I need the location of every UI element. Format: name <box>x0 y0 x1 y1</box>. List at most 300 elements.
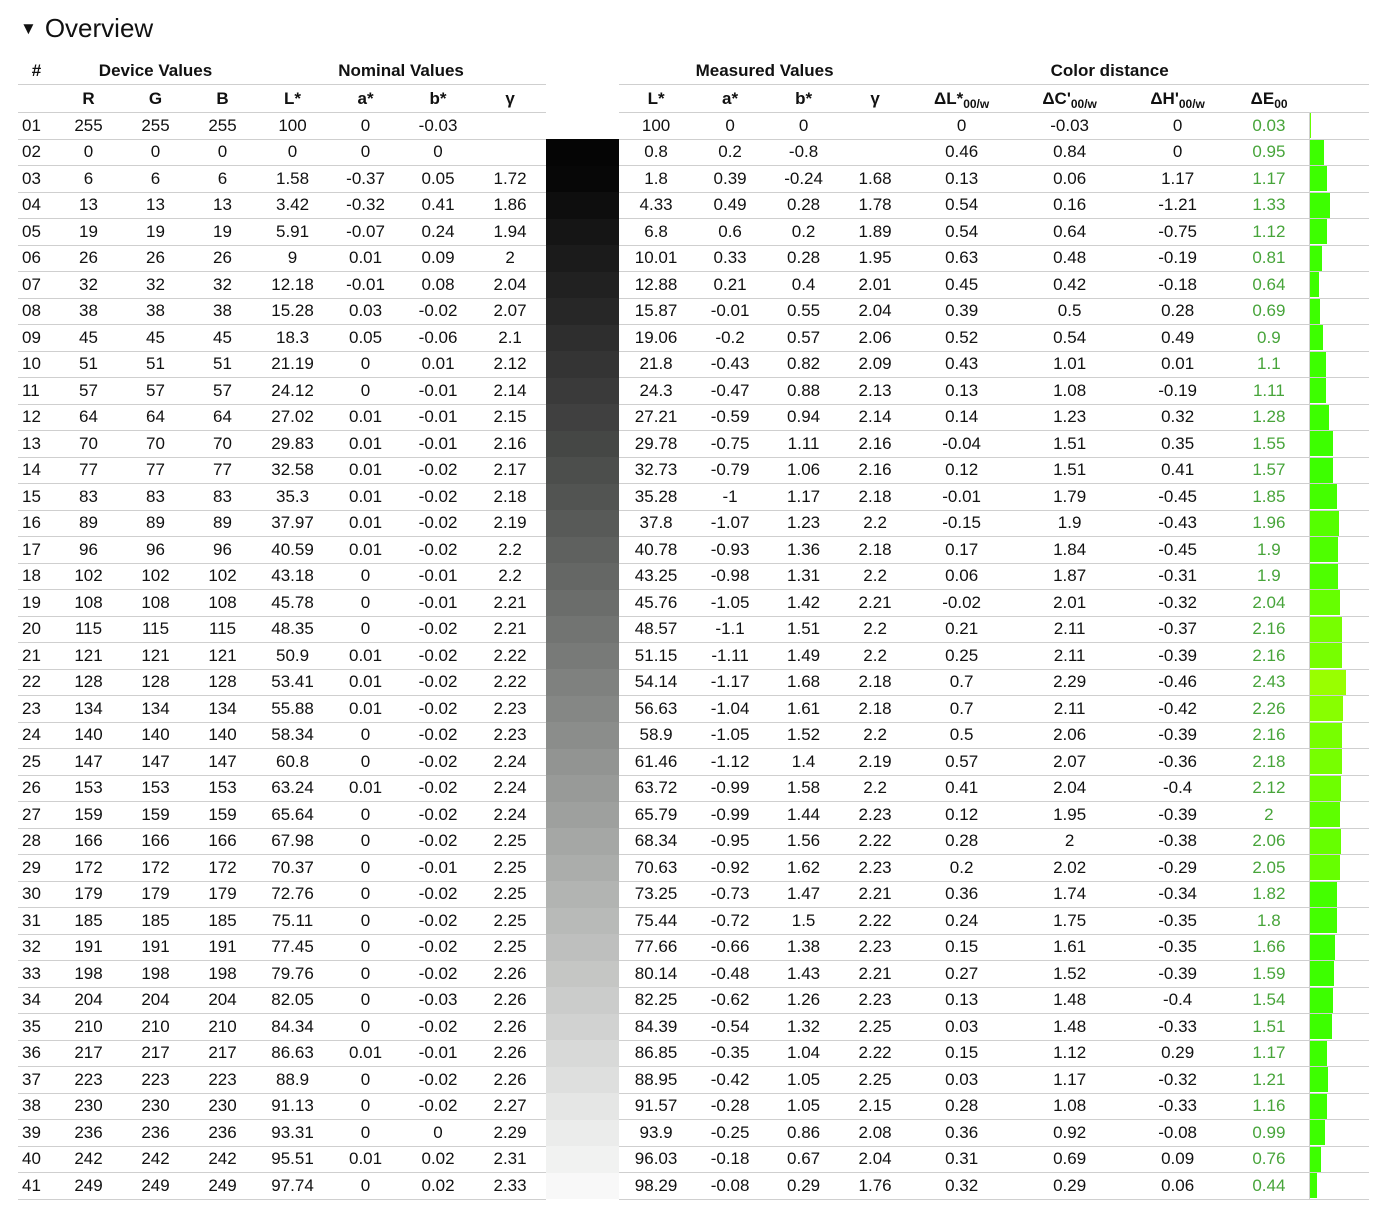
delta-e: 2.26 <box>1229 696 1309 723</box>
section-title: Overview <box>44 12 154 43</box>
device-b: 134 <box>189 696 256 723</box>
nominal-b: -0.01 <box>402 378 474 405</box>
delta-e: 1.51 <box>1229 1014 1309 1041</box>
delta-e: 1.55 <box>1229 431 1309 458</box>
device-r: 159 <box>55 802 122 829</box>
nominal-b: 0.09 <box>402 245 474 272</box>
delta-h: -0.39 <box>1126 722 1229 749</box>
measured-l: 80.14 <box>619 961 693 988</box>
delta-h: -0.08 <box>1126 1120 1229 1147</box>
nominal-values-header: Nominal Values <box>338 60 464 80</box>
delta-e-bar <box>1310 484 1337 509</box>
device-g: 230 <box>122 1093 189 1120</box>
device-r: 57 <box>55 378 122 405</box>
delta-e: 0.44 <box>1229 1173 1309 1200</box>
delta-e-bar <box>1310 378 1326 403</box>
table-row <box>18 219 1369 246</box>
table-row <box>18 828 1369 855</box>
measured-l: 12.88 <box>619 272 693 299</box>
measured-gamma: 2.18 <box>840 537 910 564</box>
delta-c: 1.23 <box>1013 404 1126 431</box>
table-row <box>18 881 1369 908</box>
nominal-l: 86.63 <box>256 1040 329 1067</box>
delta-e-bar <box>1310 882 1337 907</box>
delta-e-bar-cell <box>1309 1014 1369 1041</box>
delta-h: 0.49 <box>1126 325 1229 352</box>
nominal-b: -0.06 <box>402 325 474 352</box>
delta-c: 1.08 <box>1013 1093 1126 1120</box>
device-r: 19 <box>55 219 122 246</box>
col-header-delta-h: $\Delta H'_{00/w}$ <box>1126 85 1229 113</box>
nominal-l: 82.05 <box>256 987 329 1014</box>
measured-l: 0.8 <box>619 139 693 166</box>
nominal-a: 0 <box>329 1120 402 1147</box>
nominal-a: -0.07 <box>329 219 402 246</box>
measured-b: 1.56 <box>767 828 840 855</box>
device-g: 191 <box>122 934 189 961</box>
delta-c: 2 <box>1013 828 1126 855</box>
overview-section-toggle[interactable] <box>20 10 153 46</box>
nominal-gamma: 2.17 <box>474 457 546 484</box>
measured-b: 1.61 <box>767 696 840 723</box>
row-id: 18 <box>18 563 55 590</box>
measured-b: 0.67 <box>767 1146 840 1173</box>
nominal-b: -0.02 <box>402 1014 474 1041</box>
delta-e: 1.9 <box>1229 537 1309 564</box>
delta-e: 2.16 <box>1229 616 1309 643</box>
color-distance-header: Color distance <box>1050 60 1169 80</box>
device-g: 134 <box>122 696 189 723</box>
delta-c: 1.17 <box>1013 1067 1126 1094</box>
table-row <box>18 1040 1369 1067</box>
measured-a: 0.6 <box>693 219 767 246</box>
table-row <box>18 1014 1369 1041</box>
device-b: 77 <box>189 457 256 484</box>
device-g: 217 <box>122 1040 189 1067</box>
measured-l: 29.78 <box>619 431 693 458</box>
device-r: 45 <box>55 325 122 352</box>
nominal-gamma: 2.12 <box>474 351 546 378</box>
nominal-l: 18.3 <box>256 325 329 352</box>
delta-e: 2.12 <box>1229 775 1309 802</box>
delta-e-bar-cell <box>1309 616 1369 643</box>
measured-a: -0.25 <box>693 1120 767 1147</box>
nominal-gamma: 2.26 <box>474 1014 546 1041</box>
device-g: 19 <box>122 219 189 246</box>
measured-a: -1.11 <box>693 643 767 670</box>
delta-e-bar-cell <box>1309 192 1369 219</box>
swatch-header-spacer <box>546 57 619 85</box>
delta-e-bar <box>1310 246 1322 271</box>
delta-h: 0.32 <box>1126 404 1229 431</box>
nominal-gamma: 2.25 <box>474 828 546 855</box>
device-g: 204 <box>122 987 189 1014</box>
delta-e: 1.33 <box>1229 192 1309 219</box>
gray-swatch <box>546 113 619 140</box>
device-b: 115 <box>189 616 256 643</box>
nominal-l: 37.97 <box>256 510 329 537</box>
nominal-b: 0.24 <box>402 219 474 246</box>
measured-l: 82.25 <box>619 987 693 1014</box>
delta-e-bar-cell <box>1309 669 1369 696</box>
delta-h: -0.32 <box>1126 1067 1229 1094</box>
measured-l: 6.8 <box>619 219 693 246</box>
delta-l: 0.45 <box>910 272 1013 299</box>
nominal-l: 70.37 <box>256 855 329 882</box>
nominal-l: 58.34 <box>256 722 329 749</box>
delta-h: -0.29 <box>1126 855 1229 882</box>
measured-a: 0.39 <box>693 166 767 193</box>
delta-e-bar-cell <box>1309 590 1369 617</box>
device-g: 0 <box>122 139 189 166</box>
table-row <box>18 245 1369 272</box>
delta-h: -0.18 <box>1126 272 1229 299</box>
device-b: 198 <box>189 961 256 988</box>
nominal-b: -0.03 <box>402 987 474 1014</box>
nominal-a: 0.01 <box>329 643 402 670</box>
table-row <box>18 696 1369 723</box>
delta-e-bar <box>1310 935 1335 960</box>
device-r: 0 <box>55 139 122 166</box>
nominal-l: 65.64 <box>256 802 329 829</box>
delta-c: 1.52 <box>1013 961 1126 988</box>
device-g: 57 <box>122 378 189 405</box>
measured-a: -0.48 <box>693 961 767 988</box>
row-number-header: # <box>31 60 42 80</box>
delta-h: -0.37 <box>1126 616 1229 643</box>
device-r: 77 <box>55 457 122 484</box>
measured-gamma: 2.06 <box>840 325 910 352</box>
delta-c: 1.87 <box>1013 563 1126 590</box>
gray-swatch <box>546 351 619 378</box>
measured-a: -0.93 <box>693 537 767 564</box>
gray-swatch <box>546 749 619 776</box>
device-g: 172 <box>122 855 189 882</box>
measured-gamma: 2.14 <box>840 404 910 431</box>
nominal-gamma: 1.72 <box>474 166 546 193</box>
gray-swatch <box>546 378 619 405</box>
gray-swatch <box>546 272 619 299</box>
device-g: 121 <box>122 643 189 670</box>
nominal-b: 0.02 <box>402 1146 474 1173</box>
measured-gamma: 2.08 <box>840 1120 910 1147</box>
nominal-a: 0.01 <box>329 669 402 696</box>
nominal-a: 0.03 <box>329 298 402 325</box>
nominal-b: -0.01 <box>402 563 474 590</box>
nominal-l: 91.13 <box>256 1093 329 1120</box>
delta-e-bar-cell <box>1309 245 1369 272</box>
nominal-b: -0.02 <box>402 749 474 776</box>
measured-values-header: Measured Values <box>695 60 834 80</box>
device-r: 108 <box>55 590 122 617</box>
delta-e-bar-cell <box>1309 431 1369 458</box>
nominal-l: 63.24 <box>256 775 329 802</box>
delta-l: 0.57 <box>910 749 1013 776</box>
table-row <box>18 537 1369 564</box>
measured-b: 1.31 <box>767 563 840 590</box>
delta-e: 2.04 <box>1229 590 1309 617</box>
table-row <box>18 722 1369 749</box>
measured-b: 0.57 <box>767 325 840 352</box>
nominal-b: 0 <box>402 139 474 166</box>
measured-a: -1.12 <box>693 749 767 776</box>
delta-e: 1.11 <box>1229 378 1309 405</box>
measured-l: 58.9 <box>619 722 693 749</box>
table-row <box>18 563 1369 590</box>
device-r: 198 <box>55 961 122 988</box>
device-b: 83 <box>189 484 256 511</box>
nominal-l: 40.59 <box>256 537 329 564</box>
device-b: 236 <box>189 1120 256 1147</box>
device-g: 6 <box>122 166 189 193</box>
gray-swatch <box>546 802 619 829</box>
table-row <box>18 934 1369 961</box>
delta-c: 2.06 <box>1013 722 1126 749</box>
device-b: 255 <box>189 113 256 140</box>
table-row <box>18 1146 1369 1173</box>
device-g: 115 <box>122 616 189 643</box>
nominal-a: 0 <box>329 563 402 590</box>
nominal-b: -0.02 <box>402 1067 474 1094</box>
delta-l: 0.25 <box>910 643 1013 670</box>
device-r: 140 <box>55 722 122 749</box>
measured-l: 56.63 <box>619 696 693 723</box>
measured-b: 1.05 <box>767 1093 840 1120</box>
device-b: 6 <box>189 166 256 193</box>
measured-gamma: 1.76 <box>840 1173 910 1200</box>
nominal-l: 79.76 <box>256 961 329 988</box>
measured-l: 73.25 <box>619 881 693 908</box>
measured-b: 1.62 <box>767 855 840 882</box>
table-row <box>18 351 1369 378</box>
delta-e-bar-cell <box>1309 219 1369 246</box>
delta-e-bar <box>1310 776 1341 801</box>
nominal-a: 0.01 <box>329 245 402 272</box>
device-b: 45 <box>189 325 256 352</box>
measured-l: 4.33 <box>619 192 693 219</box>
nominal-b: -0.02 <box>402 802 474 829</box>
group-header-row <box>18 57 1369 85</box>
device-r: 83 <box>55 484 122 511</box>
table-row <box>18 616 1369 643</box>
col-header-nominal-a: a* <box>329 85 402 113</box>
table-row <box>18 457 1369 484</box>
measured-a: -0.47 <box>693 378 767 405</box>
delta-c: 1.74 <box>1013 881 1126 908</box>
measured-l: 40.78 <box>619 537 693 564</box>
delta-e-bar <box>1310 1147 1321 1172</box>
table-row <box>18 484 1369 511</box>
row-id: 06 <box>18 245 55 272</box>
device-b: 191 <box>189 934 256 961</box>
table-row <box>18 139 1369 166</box>
nominal-b: -0.01 <box>402 590 474 617</box>
measured-a: -0.62 <box>693 987 767 1014</box>
device-b: 51 <box>189 351 256 378</box>
row-id: 29 <box>18 855 55 882</box>
device-b: 128 <box>189 669 256 696</box>
measured-l: 24.3 <box>619 378 693 405</box>
delta-l: 0.28 <box>910 828 1013 855</box>
device-b: 230 <box>189 1093 256 1120</box>
nominal-a: 0 <box>329 1093 402 1120</box>
table-row <box>18 1093 1369 1120</box>
measured-gamma: 2.13 <box>840 378 910 405</box>
measured-b: -0.24 <box>767 166 840 193</box>
delta-h: -0.75 <box>1126 219 1229 246</box>
nominal-l: 95.51 <box>256 1146 329 1173</box>
measured-a: -0.75 <box>693 431 767 458</box>
nominal-gamma: 2.26 <box>474 1040 546 1067</box>
delta-h: -0.36 <box>1126 749 1229 776</box>
delta-h: -0.33 <box>1126 1014 1229 1041</box>
nominal-b: -0.01 <box>402 1040 474 1067</box>
delta-e-bar <box>1310 1014 1332 1039</box>
delta-e-bar <box>1310 723 1342 748</box>
delta-c: 0.29 <box>1013 1173 1126 1200</box>
delta-c: 1.61 <box>1013 934 1126 961</box>
device-g: 147 <box>122 749 189 776</box>
delta-h: -1.21 <box>1126 192 1229 219</box>
device-r: 236 <box>55 1120 122 1147</box>
delta-e-bar <box>1310 113 1311 138</box>
delta-c: 1.9 <box>1013 510 1126 537</box>
delta-l: 0.36 <box>910 1120 1013 1147</box>
delta-e-bar-cell <box>1309 908 1369 935</box>
row-id: 15 <box>18 484 55 511</box>
device-r: 179 <box>55 881 122 908</box>
measured-b: 0 <box>767 113 840 140</box>
delta-h: -0.19 <box>1126 378 1229 405</box>
measured-a: -1.17 <box>693 669 767 696</box>
row-id: 22 <box>18 669 55 696</box>
device-b: 57 <box>189 378 256 405</box>
measured-b: 1.06 <box>767 457 840 484</box>
measured-b: -0.8 <box>767 139 840 166</box>
delta-l: 0.31 <box>910 1146 1013 1173</box>
delta-e: 0.76 <box>1229 1146 1309 1173</box>
row-id: 01 <box>18 113 55 140</box>
measured-a: -1.1 <box>693 616 767 643</box>
nominal-b: 0 <box>402 1120 474 1147</box>
nominal-a: 0 <box>329 908 402 935</box>
device-b: 96 <box>189 537 256 564</box>
delta-c: 1.75 <box>1013 908 1126 935</box>
delta-e: 0.64 <box>1229 272 1309 299</box>
device-g: 255 <box>122 113 189 140</box>
delta-e: 1.54 <box>1229 987 1309 1014</box>
nominal-gamma: 2.15 <box>474 404 546 431</box>
measured-gamma: 2.04 <box>840 1146 910 1173</box>
nominal-b: 0.01 <box>402 351 474 378</box>
delta-e-bar-cell <box>1309 802 1369 829</box>
nominal-a: 0.01 <box>329 484 402 511</box>
measured-gamma: 2.2 <box>840 643 910 670</box>
device-g: 89 <box>122 510 189 537</box>
measured-gamma: 2.04 <box>840 298 910 325</box>
measured-a: -0.35 <box>693 1040 767 1067</box>
measured-a: -0.92 <box>693 855 767 882</box>
delta-e: 0.9 <box>1229 325 1309 352</box>
measured-gamma: 2.18 <box>840 696 910 723</box>
delta-e-bar <box>1310 140 1324 165</box>
nominal-a: 0 <box>329 616 402 643</box>
table-row <box>18 590 1369 617</box>
device-b: 89 <box>189 510 256 537</box>
measured-b: 1.44 <box>767 802 840 829</box>
measured-b: 1.23 <box>767 510 840 537</box>
gray-swatch <box>546 775 619 802</box>
nominal-b: -0.01 <box>402 855 474 882</box>
device-b: 26 <box>189 245 256 272</box>
device-r: 64 <box>55 404 122 431</box>
measured-b: 1.52 <box>767 722 840 749</box>
delta-c: 1.48 <box>1013 987 1126 1014</box>
device-r: 38 <box>55 298 122 325</box>
nominal-b: -0.02 <box>402 961 474 988</box>
delta-e-bar-cell <box>1309 537 1369 564</box>
delta-e-bar <box>1310 643 1342 668</box>
measured-a: -0.43 <box>693 351 767 378</box>
delta-e-bar-cell <box>1309 1067 1369 1094</box>
delta-h: 0.29 <box>1126 1040 1229 1067</box>
measured-a: 0.2 <box>693 139 767 166</box>
measured-gamma: 1.78 <box>840 192 910 219</box>
row-id: 13 <box>18 431 55 458</box>
delta-e-bar <box>1310 537 1338 562</box>
delta-h: -0.43 <box>1126 510 1229 537</box>
nominal-l: 93.31 <box>256 1120 329 1147</box>
measured-a: -1.05 <box>693 722 767 749</box>
delta-e: 2.06 <box>1229 828 1309 855</box>
nominal-a: 0.01 <box>329 1146 402 1173</box>
nominal-gamma: 2.24 <box>474 749 546 776</box>
measured-a: -1.05 <box>693 590 767 617</box>
nominal-l: 9 <box>256 245 329 272</box>
delta-e: 2.43 <box>1229 669 1309 696</box>
measured-b: 1.04 <box>767 1040 840 1067</box>
device-g: 70 <box>122 431 189 458</box>
nominal-gamma: 2.26 <box>474 1067 546 1094</box>
nominal-a: 0 <box>329 855 402 882</box>
row-id: 34 <box>18 987 55 1014</box>
measured-gamma: 2.23 <box>840 802 910 829</box>
gray-swatch <box>546 484 619 511</box>
measured-gamma <box>840 113 910 140</box>
device-b: 217 <box>189 1040 256 1067</box>
delta-e-bar <box>1310 272 1319 297</box>
delta-e: 2.05 <box>1229 855 1309 882</box>
measured-l: 43.25 <box>619 563 693 590</box>
nominal-b: -0.02 <box>402 669 474 696</box>
delta-e: 1.21 <box>1229 1067 1309 1094</box>
device-b: 204 <box>189 987 256 1014</box>
row-id: 35 <box>18 1014 55 1041</box>
device-r: 147 <box>55 749 122 776</box>
device-r: 102 <box>55 563 122 590</box>
measured-b: 0.55 <box>767 298 840 325</box>
delta-l: -0.02 <box>910 590 1013 617</box>
device-g: 153 <box>122 775 189 802</box>
delta-l: 0.43 <box>910 351 1013 378</box>
device-r: 128 <box>55 669 122 696</box>
measured-l: 93.9 <box>619 1120 693 1147</box>
row-id: 10 <box>18 351 55 378</box>
measured-a: 0.33 <box>693 245 767 272</box>
measured-l: 91.57 <box>619 1093 693 1120</box>
delta-e-bar-cell <box>1309 113 1369 140</box>
nominal-b: -0.02 <box>402 537 474 564</box>
